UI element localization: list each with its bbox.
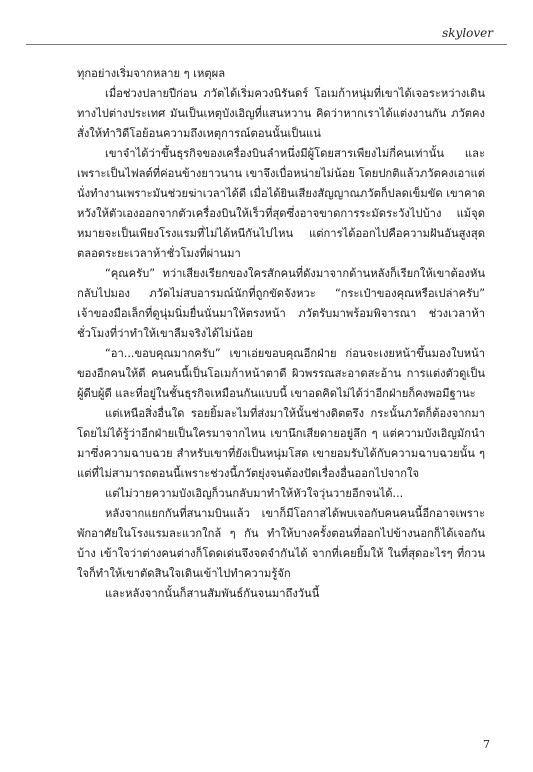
header-rule	[26, 44, 507, 45]
paragraph: “คุณครับ” ทว่าเสียงเรียกของใครสักคนที่ดังมาจากด้านหลังก็เรียกให้เขาต้องหันกลับไปมอง ภวัตไม่สบอารมณ์นักที่ถูกขัดจังหวะ “กระเป๋าของคุณหรือเปล่าครับ” เจ้าของมือเล็กที่ดูนุ่มนิ่มยื่นนั่นมาให้ตรงหน้า ภวัตรับมาพร้อมพิจารณา ช่วงเวลาห้าชั่วโมงที่ว่าทำให้เขาลืมจริงได้ไม่น้อย	[77, 267, 485, 340]
paragraph: เขาจำได้ว่าขึ้นธุรกิจของเครื่องบินลำหนึ่งมีผู้โดยสารเพียงไม่กี่คนเท่านั้น และเพราะเป็นไฟลต์ที่ค่อนข้างยาวนาน เขาจึงเบื่อหน่ายไม่น้อย โดยปกติแล้วภวัตคงเอาแต่นั่งทำงานเพราะมันช่วยฆ่าเวลาได้ดี เมื่อได้ยินเสียงสัญญาณภวัตก็ปลดเข็มขัด เขาคาดหวังให้ตัวเองออกจากตัวเครื่องบินให้เร็วที่สุดซึ่งอาจขาดการระมัดระวังไปบ้าง แม้จุดหมายจะเป็นเพียงโรงแรมที่ไม่ได้หนีกันไปไหน แต่การได้ออกไปคือความฝันอันสูงสุดตลอดระยะเวลาห้าชั่วโมงที่ผ่านมา	[77, 147, 485, 260]
page-number: 7	[483, 738, 490, 751]
paragraph: เมื่อช่วงปลายปีก่อน ภวัตได้เริ่มควงนิรันดร์ โอเมก้าหนุ่มที่เขาได้เจอระหว่างเดินทางไปต่างประเทศ มันเป็นเหตุบังเอิญที่แสนหวาน คิดว่าหากเราได้แต่งงานกัน ภวัตคงสั่งให้ทำวิดีโอย้อนความถึงเหตุการณ์ตอนนั้นเป็นแน่	[77, 87, 485, 140]
body-text	[77, 64, 485, 604]
paragraph: แต่ไม่วายความบังเอิญก็วนกลับมาทำให้หัวใจวุ่นวายอีกจนได้...	[105, 487, 404, 500]
paragraph: “อา...ขอบคุณมากครับ” เขาเอ่ยขอบคุณอีกฝ่าย ก่อนจะเงยหน้าขึ้นมองใบหน้าของอีกคนให้ดี คนคนนี้เป็นโอเมก้าหน้าตาดี ผิวพรรณสะอาดสะอ้าน การแต่งตัวดูเป็นผู้ดีบผู้ดี และที่อยู่ในชั้นธุรกิจเหมือนกันแบบนี้ เขาอดคิดไม่ได้ว่าอีกฝ่ายก็คงพอมีฐานะ	[77, 347, 485, 400]
paragraph: หลังจากแยกกันที่สนามบินแล้ว เขาก็มีโอกาสได้พบเจอกับคนคนนี้อีกอาจเพราะพักอาศัยในโรงแรมละแวกใกล้ ๆ กัน ทำให้บางครั้งตอนที่ออกไปข้างนอกก็ได้เจอกันบ้าง เข้าใจว่าต่างคนต่างก็โดดเด่นจึงจดจำกันได้ จากที่เคยยิ้มให้ ในที่สุดอะไรๆ ที่กวนใจก็ทำให้เขาตัดสินใจเดินเข้าไปทำความรู้จัก	[77, 507, 485, 580]
paragraph: แต่เหนือสิ่งอื่นใด รอยยิ้มละไมที่ส่งมาให้นั้นช่างดิตตรึง กระนั้นภวัตก็ต้องจากมาโดยไม่ได้รู้ว่าอีกฝ่ายเป็นใครมาจากไหน เขานึกเสียดายอยู่ลึก ๆ แต่ความบังเอิญมักนำมาซึ่งความฉาบฉวย สำหรับเขาที่ยังเป็นหนุ่มโสด เขายอมรับได้กับความฉาบฉวยนั้น ๆ แต่ที่ไม่สามารถตอนนี้เพราะช่วงนี้ภวัตยุ่งจนต้องปัดเรื่องอื่นออกไปจากใจ	[77, 407, 485, 480]
paragraph: ทุกอย่างเริ่มจากหลาย ๆ เหตุผล	[77, 67, 226, 80]
paragraph: และหลังจากนั้นก็สานสัมพันธ์กันจนมาถึงวันนี้	[105, 587, 320, 600]
running-header: skylover	[442, 26, 493, 40]
